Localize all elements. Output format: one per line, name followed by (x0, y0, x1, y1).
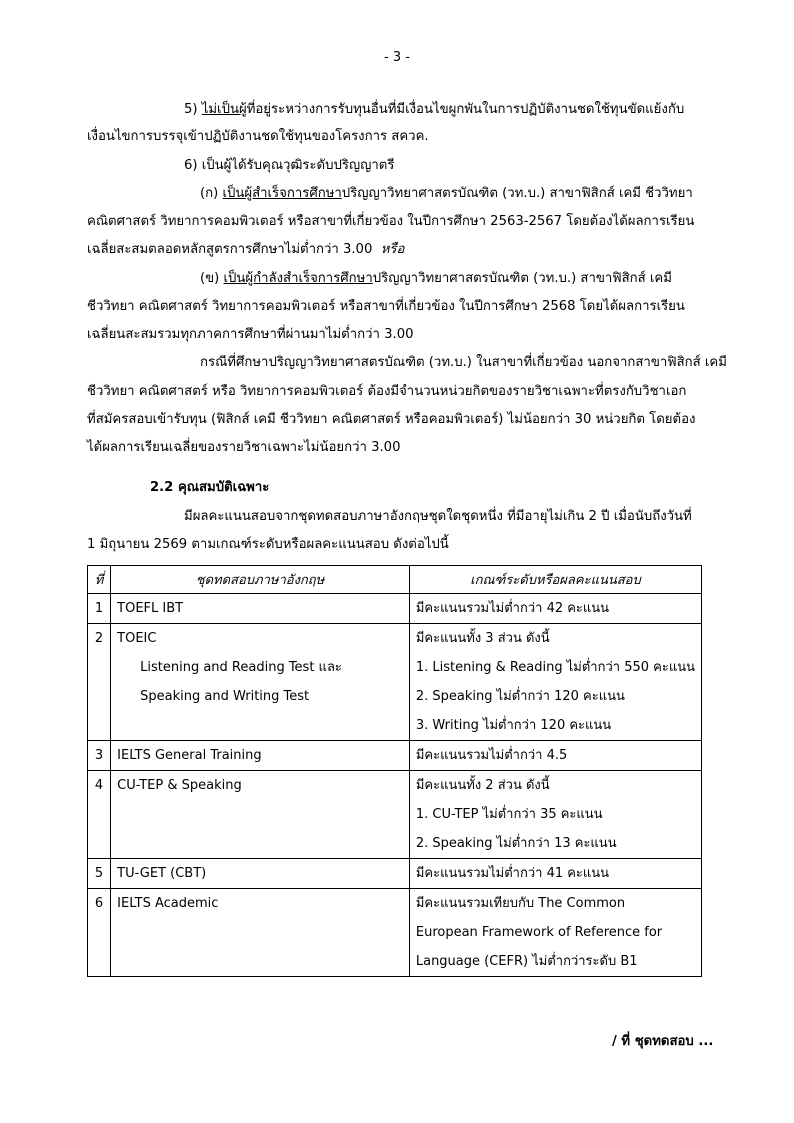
item6-a-prefix: (ก) (200, 186, 223, 201)
page-number: - 3 - (384, 50, 410, 65)
test-name: CU-TEP & Speaking (117, 778, 242, 793)
table-body (88, 594, 702, 977)
item6-a-text: ปริญญาวิทยาศาสตรบัณฑิต (วท.บ.) สาขาฟิสิกส์ เคมี ชีววิทยา (341, 186, 693, 201)
item5-text: ที่อยู่ระหว่างการรับทุนอื่นที่มีเงื่อนไขผูกพันในการปฏิบัติงานชดใช้ทุนขัดแย้งกับ (246, 102, 685, 117)
table-row (88, 889, 702, 977)
criteria-line: 1. CU-TEP ไม่ต่ำกว่า 35 คะแนน (415, 807, 603, 822)
test-name: TOEIC (117, 631, 157, 646)
row-number (88, 859, 111, 889)
row-number-text: 6 (94, 896, 104, 911)
item5-number: 5) (184, 102, 202, 117)
test-name-cell (111, 594, 410, 624)
header-no: ที่ (88, 566, 111, 594)
test-name-cell (111, 771, 410, 859)
test-name: IELTS Academic (117, 896, 219, 911)
test-name: Listening and Reading Test และ (140, 660, 342, 675)
criteria-cell (409, 859, 701, 889)
criteria-line: European Framework of Reference for (415, 925, 663, 940)
item6-b-underlined: เป็นผู้กำลังสำเร็จการศึกษา (223, 271, 373, 286)
item6-a-line2: คณิตศาสตร์ วิทยาการคอมพิวเตอร์ หรือสาขาที่เกี่ยวข้อง ในปีการศึกษา 2563-2567 โดยต้องได้ผลการเรียน (87, 214, 695, 229)
row-number-text: 3 (94, 748, 104, 763)
criteria-line: มีคะแนนรวมเทียบกับ The Common (415, 896, 626, 911)
header-criteria: เกณฑ์ระดับหรือผลคะแนนสอบ (409, 566, 701, 594)
item6-b-prefix: (ข) (200, 271, 224, 286)
item6-a-line1 (200, 184, 693, 204)
test-name: TU-GET (CBT) (117, 866, 207, 881)
test-name: Speaking and Writing Test (140, 689, 310, 704)
table-row (88, 741, 702, 771)
criteria-line: มีคะแนนรวมไม่ต่ำกว่า 4.5 (415, 748, 568, 763)
row-number-text: 5 (94, 866, 104, 881)
item6-b-line1 (200, 269, 672, 289)
item6-note-line4: ได้ผลการเรียนเฉลี่ยของรายวิชาเฉพาะไม่น้อยกว่า 3.00 (87, 440, 401, 455)
criteria-line: มีคะแนนรวมไม่ต่ำกว่า 41 คะแนน (415, 866, 610, 881)
item5-line1 (184, 100, 684, 120)
item5-line2: เงื่อนไขการบรรจุเข้าปฏิบัติงานชดใช้ทุนของโครงการ สควค. (87, 129, 429, 144)
row-number-text: 1 (94, 601, 104, 616)
item6-b-line3: เฉลี่ยนสะสมรวมทุกภาคการศึกษาที่ผ่านมาไม่ต่ำกว่า 3.00 (87, 327, 414, 342)
criteria-line: มีคะแนนทั้ง 3 ส่วน ดังนี้ (415, 631, 550, 646)
criteria-line: 2. Speaking ไม่ต่ำกว่า 120 คะแนน (415, 689, 625, 704)
english-test-table (87, 565, 702, 977)
row-number (88, 771, 111, 859)
item6-a-line3 (87, 240, 404, 260)
criteria-line: มีคะแนนรวมไม่ต่ำกว่า 42 คะแนน (415, 601, 610, 616)
test-name: TOEFL IBT (117, 601, 184, 616)
criteria-cell (409, 594, 701, 624)
item6-note-line1: กรณีที่ศึกษาปริญญาวิทยาศาสตรบัณฑิต (วท.บ.) ในสาขาที่เกี่ยวข้อง นอกจากสาขาฟิสิกส์ เคมี (200, 355, 727, 370)
test-name-cell (111, 859, 410, 889)
row-number (88, 741, 111, 771)
section22-intro-line2: 1 มิถุนายน 2569 ตามเกณฑ์ระดับหรือผลคะแนนสอบ ดังต่อไปนี้ (87, 537, 449, 552)
table-row (88, 859, 702, 889)
criteria-line: 1. Listening & Reading ไม่ต่ำกว่า 550 คะแนน (415, 660, 695, 675)
item6-b-line2: ชีววิทยา คณิตศาสตร์ วิทยาการคอมพิวเตอร์ หรือสาขาที่เกี่ยวข้อง ในปีการศึกษา 2568 โดยได้ผลการเรียน (87, 299, 685, 314)
section22-heading: 2.2 คุณสมบัติเฉพาะ (150, 480, 270, 495)
item6-a-or: หรือ (380, 242, 405, 257)
item6-b-text: ปริญญาวิทยาศาสตรบัณฑิต (วท.บ.) สาขาฟิสิกส์ เคมี (372, 271, 672, 286)
continuation-note: / ที่ ชุดทดสอบ ... (612, 1034, 714, 1049)
row-number-text: 2 (94, 631, 104, 646)
row-number (88, 889, 111, 977)
item6-a-line3-text: เฉลี่ยสะสมตลอดหลักสูตรการศึกษาไม่ต่ำกว่า 3.00 (87, 242, 373, 257)
section22-intro-line1: มีผลคะแนนสอบจากชุดทดสอบภาษาอังกฤษชุดใดชุดหนึ่ง ที่มีอายุไม่เกิน 2 ปี เมื่อนับถึงวันที่ (184, 509, 692, 524)
test-name-cell (111, 624, 410, 741)
item6-a-underlined: เป็นผู้สำเร็จการศึกษา (222, 186, 342, 201)
test-name: IELTS General Training (117, 748, 262, 763)
criteria-cell (409, 771, 701, 859)
table-row (88, 771, 702, 859)
row-number-text: 4 (94, 778, 104, 793)
test-name-cell (111, 741, 410, 771)
criteria-cell (409, 889, 701, 977)
table-row (88, 594, 702, 624)
criteria-line: มีคะแนนทั้ง 2 ส่วน ดังนี้ (415, 778, 550, 793)
table-row (88, 624, 702, 741)
table-header-row (88, 566, 702, 594)
item5-underlined: ไม่เป็นผู้ (201, 102, 247, 117)
item6-heading: 6) เป็นผู้ได้รับคุณวุฒิระดับปริญญาตรี (184, 158, 395, 173)
criteria-line: Language (CEFR) ไม่ต่ำกว่าระดับ B1 (415, 954, 638, 969)
item6-note-line3: ที่สมัครสอบเข้ารับทุน (ฟิสิกส์ เคมี ชีววิทยา คณิตศาสตร์ หรือคอมพิวเตอร์) ไม่น้อยกว่า 30 หน่วยกิต โดยต้อง (87, 412, 696, 427)
test-name-cell (111, 889, 410, 977)
criteria-cell (409, 741, 701, 771)
header-test: ชุดทดสอบภาษาอังกฤษ (111, 566, 410, 594)
item6-note-line2: ชีววิทยา คณิตศาสตร์ หรือ วิทยาการคอมพิวเตอร์ ต้องมีจำนวนหน่วยกิตของรายวิชาเฉพาะที่ตรงกับวิชาเอก (87, 384, 687, 399)
criteria-cell (409, 624, 701, 741)
row-number (88, 594, 111, 624)
criteria-line: 3. Writing ไม่ต่ำกว่า 120 คะแนน (415, 718, 612, 733)
criteria-line: 2. Speaking ไม่ต่ำกว่า 13 คะแนน (415, 836, 617, 851)
row-number (88, 624, 111, 741)
